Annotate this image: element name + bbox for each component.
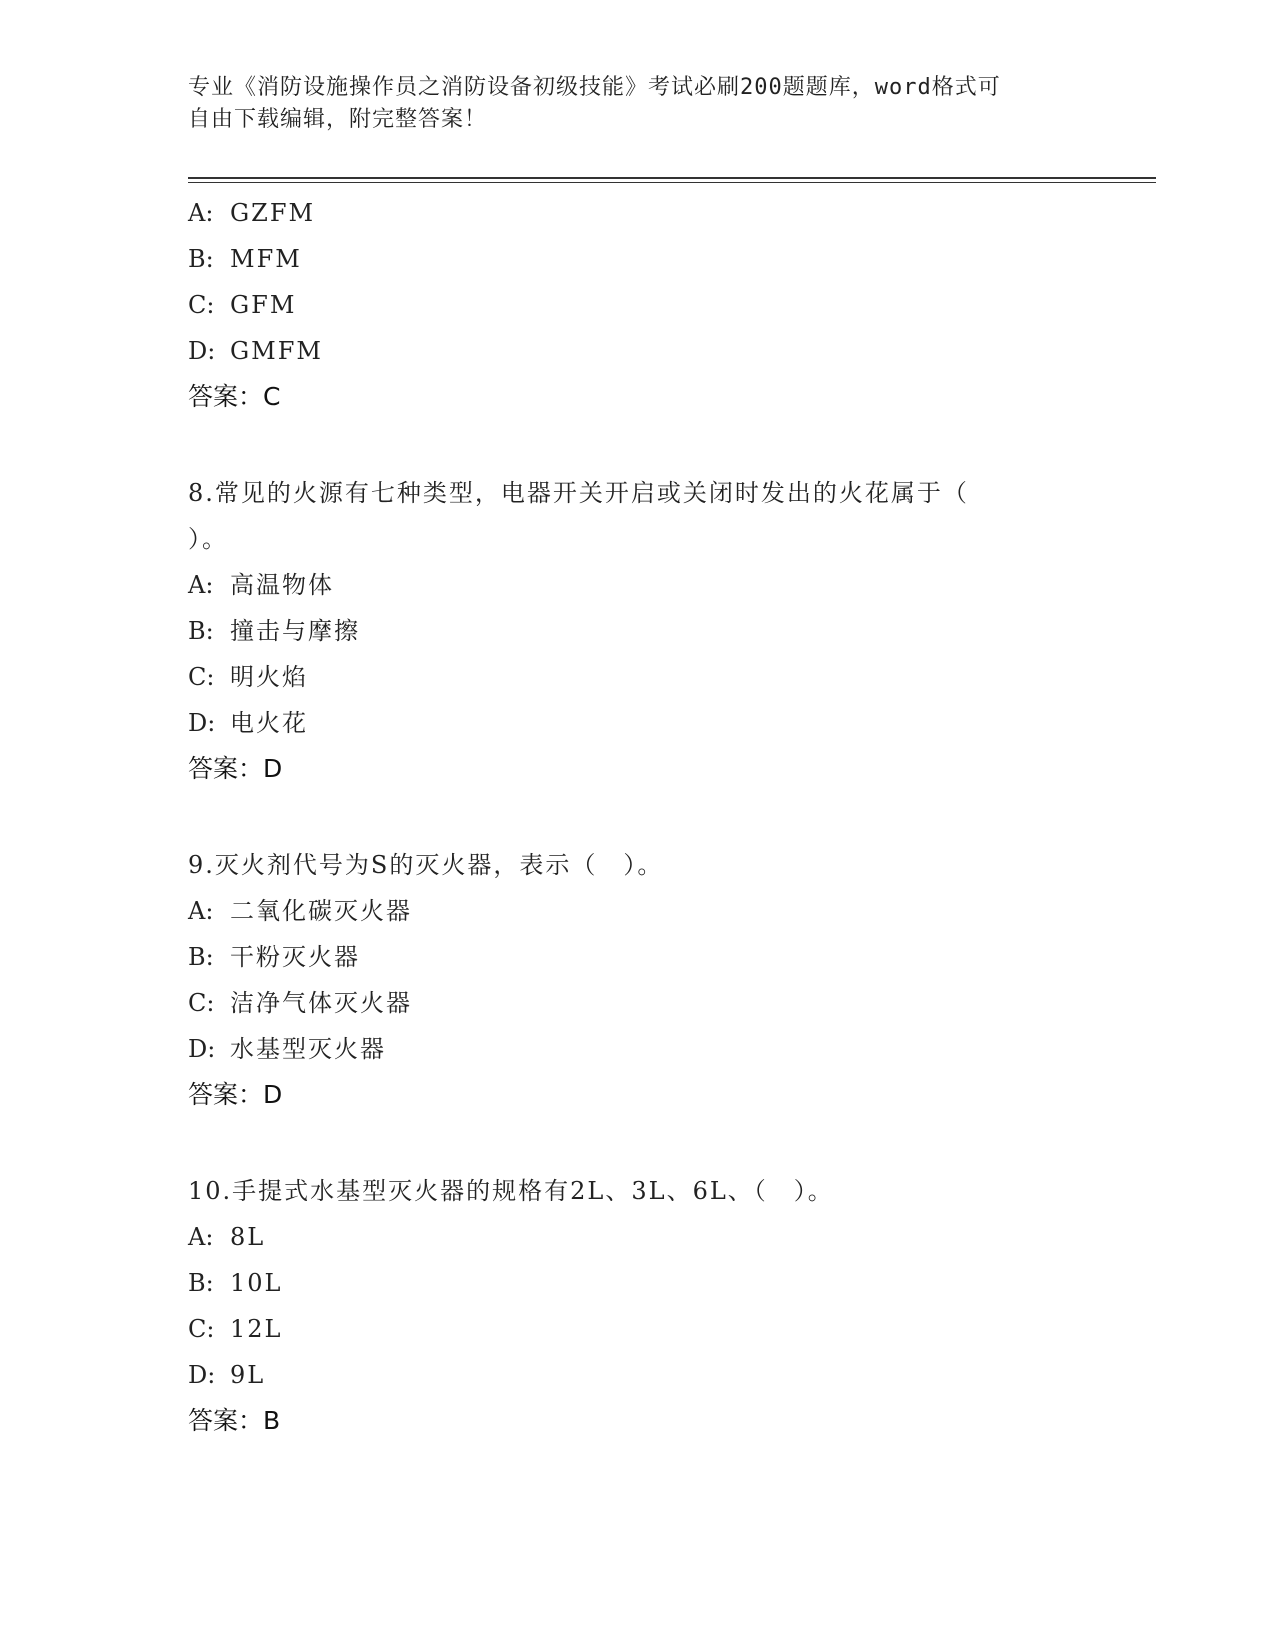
header-rule-thin [188, 182, 1156, 183]
option-label: D: [188, 337, 216, 365]
answer-line: 答案：B [188, 1406, 281, 1435]
header-line-2: 自由下载编辑，附完整答案！ [188, 107, 488, 132]
question-block-9 [188, 842, 1088, 1118]
question-block-7 [188, 190, 1088, 420]
header-rule-thick [188, 177, 1156, 179]
option-text: 高温物体 [230, 571, 334, 599]
answer-line: 答案：D [188, 1080, 283, 1109]
option-label: B: [188, 1269, 214, 1297]
option-text: 二氧化碳灭火器 [230, 897, 412, 925]
question-text-line-1: 9.灭火剂代号为S的灭火器，表示（ ）。 [188, 851, 664, 879]
option-label: A: [188, 199, 214, 227]
answer-line: 答案：C [188, 382, 281, 411]
option-text: GZFM [230, 199, 316, 227]
option-text: GFM [230, 291, 297, 319]
option-label: B: [188, 617, 214, 645]
document-header [188, 72, 1068, 136]
question-content [188, 190, 1088, 1444]
option-b [188, 934, 1088, 980]
option-text: 洁净气体灭火器 [230, 989, 412, 1017]
option-label: A: [188, 897, 214, 925]
question-block-10 [188, 1168, 1088, 1444]
option-label: D: [188, 1035, 216, 1063]
option-a [188, 1214, 1088, 1260]
option-c [188, 654, 1088, 700]
option-text: 电火花 [230, 709, 308, 737]
option-a [188, 888, 1088, 934]
option-label: A: [188, 571, 214, 599]
option-label: C: [188, 663, 215, 691]
option-c [188, 282, 1088, 328]
option-b [188, 236, 1088, 282]
option-b [188, 1260, 1088, 1306]
option-d [188, 1352, 1088, 1398]
option-label: B: [188, 943, 214, 971]
option-b [188, 608, 1088, 654]
option-label: D: [188, 709, 216, 737]
option-label: B: [188, 245, 214, 273]
spacer [188, 792, 1088, 842]
option-c [188, 980, 1088, 1026]
question-text-line-2: ）。 [188, 525, 228, 553]
option-text: 8L [230, 1223, 266, 1251]
option-text: 明火焰 [230, 663, 308, 691]
spacer [188, 1118, 1088, 1168]
option-label: C: [188, 989, 215, 1017]
option-text: 干粉灭火器 [230, 943, 360, 971]
option-text: 撞击与摩擦 [230, 617, 360, 645]
option-d [188, 700, 1088, 746]
header-line-1: 专业《消防设施操作员之消防设备初级技能》考试必刷200题题库，word格式可 [188, 75, 1001, 100]
option-d [188, 1026, 1088, 1072]
option-label: C: [188, 1315, 215, 1343]
option-label: C: [188, 291, 215, 319]
question-text-line-1: 8.常见的火源有七种类型，电器开关开启或关闭时发出的火花属于（ [188, 479, 969, 507]
option-d [188, 328, 1088, 374]
spacer [188, 420, 1088, 470]
option-text: 10L [230, 1269, 283, 1297]
option-label: D: [188, 1361, 216, 1389]
option-text: MFM [230, 245, 302, 273]
option-label: A: [188, 1223, 214, 1251]
question-text-line-1: 10.手提式水基型灭火器的规格有2L、3L、6L、（ ）。 [188, 1177, 834, 1205]
question-block-8 [188, 470, 1088, 792]
option-text: 9L [230, 1361, 266, 1389]
option-text: GMFM [230, 337, 323, 365]
option-a [188, 190, 1088, 236]
answer-line: 答案：D [188, 754, 283, 783]
option-a [188, 562, 1088, 608]
option-text: 水基型灭火器 [230, 1035, 386, 1063]
option-text: 12L [230, 1315, 283, 1343]
option-c [188, 1306, 1088, 1352]
